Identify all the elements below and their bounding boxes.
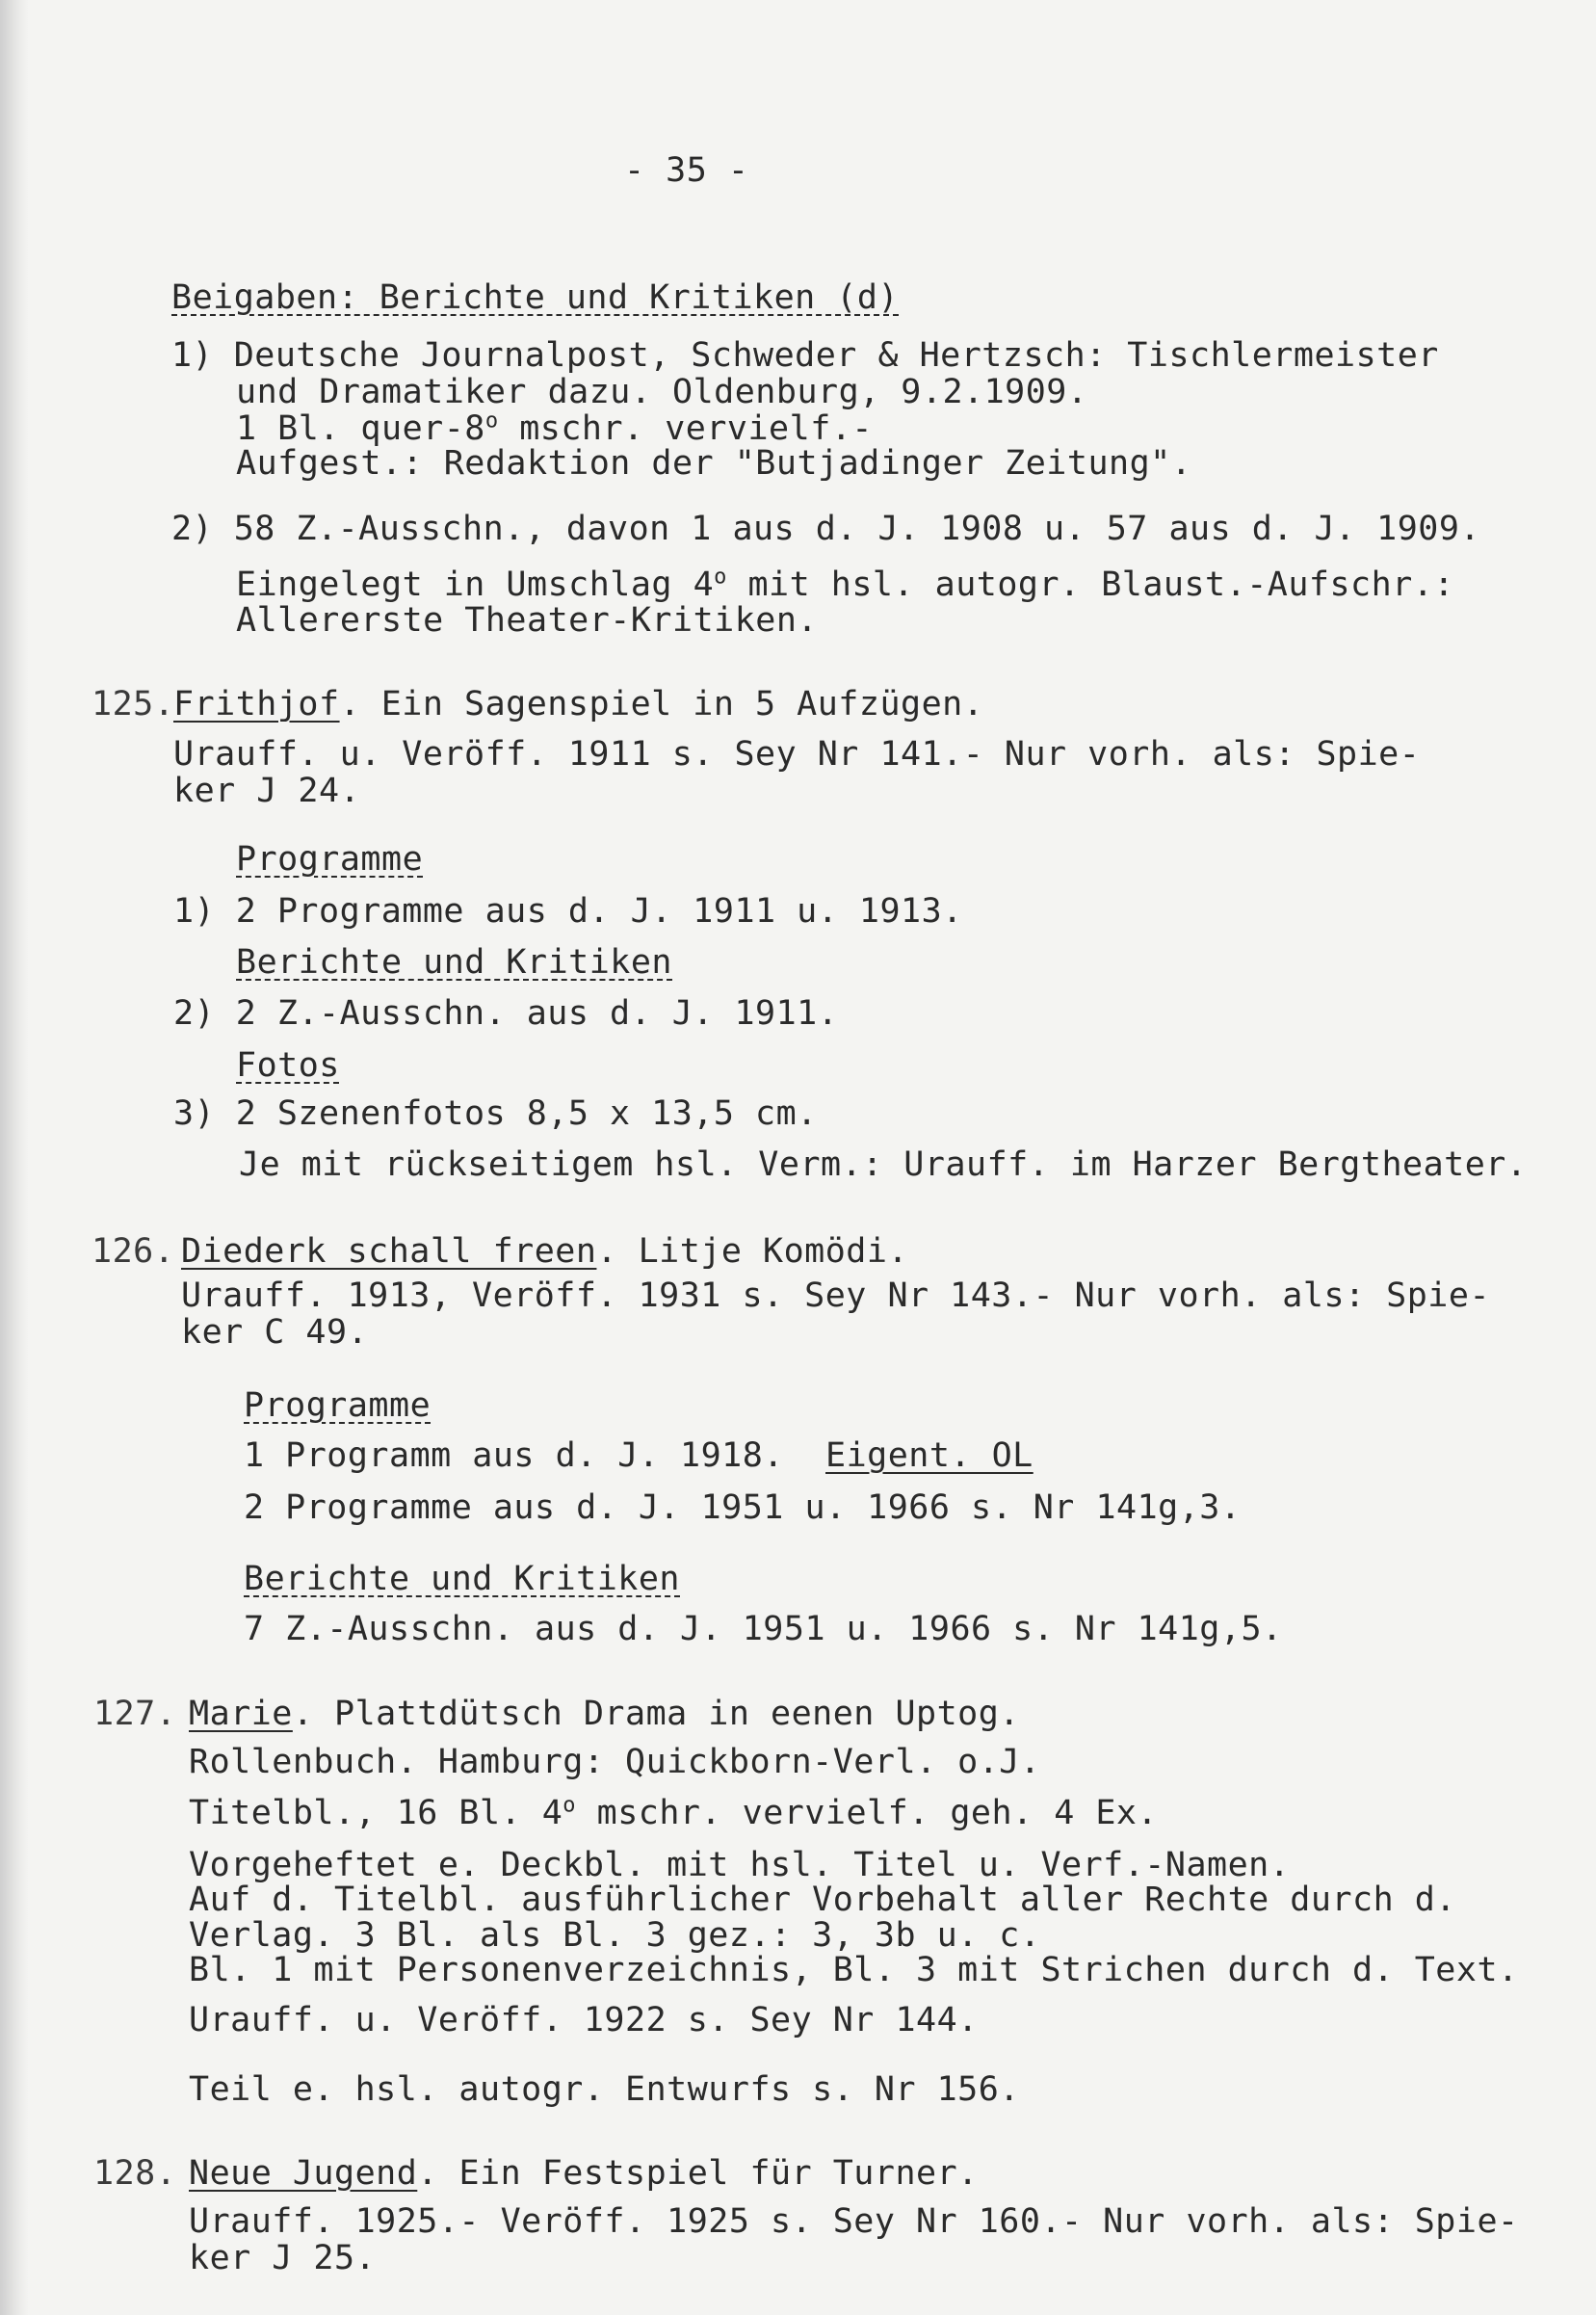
entry-128-number: 128.: [93, 2154, 177, 2193]
entry-126-eigent-ol: Eigent. OL: [825, 1436, 1033, 1475]
entry-125-programme-item: 1) 2 Programme aus d. J. 1911 u. 1913.: [173, 892, 963, 931]
entry-127-title-line: Marie. Plattdütsch Drama in eenen Uptog.: [189, 1695, 1020, 1733]
entry-125-berichte-heading: Berichte und Kritiken: [236, 943, 673, 982]
entry-125-number: 125.: [92, 685, 175, 723]
entry-126-programme-heading: Programme: [244, 1386, 432, 1425]
entry-128-title: Neue Jugend: [189, 2154, 418, 2193]
page-number: - 35 -: [624, 151, 749, 190]
entry-125-berichte-item: 2) 2 Z.-Ausschn. aus d. J. 1911.: [173, 994, 839, 1033]
entry-126-line1: Urauff. 1913, Veröff. 1931 s. Sey Nr 143.- Nur vorh. als: Spie-: [181, 1276, 1491, 1315]
entry-127-line5: Verlag. 3 Bl. als Bl. 3 gez.: 3, 3b u. c.: [189, 1916, 1041, 1955]
entry-125-programme-heading: Programme: [236, 840, 424, 879]
entry-126-programme-item1: 1 Programm aus d. J. 1918. Eigent. OL: [244, 1436, 1033, 1475]
entry-128-line2: ker J 25.: [189, 2239, 377, 2277]
entry-125-line2: ker J 24.: [173, 772, 361, 810]
beigaben-item2-line2: Eingelegt in Umschlag 4$^o$ mit hsl. autogr. Blaust.-Aufschr.:: [236, 565, 1454, 604]
beigaben-heading: Beigaben: Berichte und Kritiken (d): [171, 278, 900, 317]
entry-127-line3: Vorgeheftet e. Deckbl. mit hsl. Titel u. Verf.-Namen.: [189, 1846, 1291, 1884]
entry-128-title-line: Neue Jugend. Ein Festspiel für Turner.: [189, 2154, 979, 2193]
entry-125-fotos-item: 3) 2 Szenenfotos 8,5 x 13,5 cm.: [173, 1094, 818, 1133]
entry-126-berichte-item: 7 Z.-Ausschn. aus d. J. 1951 u. 1966 s. Nr 141g,5.: [244, 1610, 1283, 1648]
entry-127-line4: Auf d. Titelbl. ausführlicher Vorbehalt aller Rechte durch d.: [189, 1881, 1456, 1919]
entry-126-line2: ker C 49.: [181, 1313, 369, 1352]
beigaben-item1-line2: und Dramatiker dazu. Oldenburg, 9.2.1909.: [236, 373, 1088, 411]
entry-127-line1: Rollenbuch. Hamburg: Quickborn-Verl. o.J.: [189, 1743, 1041, 1781]
entry-126-number: 126.: [92, 1232, 175, 1271]
beigaben-item1-line1: 1) Deutsche Journalpost, Schweder & Hertzsch: Tischlermeister: [171, 336, 1439, 375]
beigaben-item2-line1: 2) 58 Z.-Ausschn., davon 1 aus d. J. 1908 u. 57 aus d. J. 1909.: [171, 510, 1481, 548]
entry-127-number: 127.: [93, 1695, 177, 1733]
entry-125-title-line: Frithjof. Ein Sagenspiel in 5 Aufzügen.: [173, 685, 984, 723]
entry-128-line1: Urauff. 1925.- Veröff. 1925 s. Sey Nr 160.- Nur vorh. als: Spie-: [189, 2202, 1519, 2241]
beigaben-item1-line4: Aufgest.: Redaktion der "Butjadinger Zeitung".: [236, 444, 1192, 483]
entry-125-title: Frithjof: [173, 685, 340, 723]
entry-125-fotos-heading: Fotos: [236, 1046, 340, 1085]
entry-125-fotos-note: Je mit rückseitigem hsl. Verm.: Urauff. im Harzer Bergtheater.: [239, 1145, 1528, 1184]
entry-126-programme-item2: 2 Programme aus d. J. 1951 u. 1966 s. Nr 141g,3.: [244, 1488, 1242, 1527]
entry-126-title-line: Diederk schall freen. Litje Komödi.: [181, 1232, 909, 1271]
entry-127-line6: Bl. 1 mit Personenverzeichnis, Bl. 3 mit Strichen durch d. Text.: [189, 1951, 1519, 1989]
beigaben-item2-line3: Allererste Theater-Kritiken.: [236, 601, 819, 640]
entry-127-line2: Titelbl., 16 Bl. 4$^o$ mschr. vervielf. geh. 4 Ex.: [189, 1793, 1159, 1832]
entry-127-line8: Teil e. hsl. autogr. Entwurfs s. Nr 156.: [189, 2070, 1020, 2109]
beigaben-item1-line3: 1 Bl. quer-8$^o$ mschr. vervielf.-: [236, 408, 873, 448]
entry-127-title: Marie: [189, 1695, 293, 1733]
page-binding-edge: [0, 0, 29, 2315]
entry-126-title: Diederk schall freen: [181, 1232, 597, 1271]
entry-125-line1: Urauff. u. Veröff. 1911 s. Sey Nr 141.- Nur vorh. als: Spie-: [173, 735, 1421, 774]
entry-126-berichte-heading: Berichte und Kritiken: [244, 1560, 681, 1598]
entry-127-line7: Urauff. u. Veröff. 1922 s. Sey Nr 144.: [189, 2001, 979, 2039]
